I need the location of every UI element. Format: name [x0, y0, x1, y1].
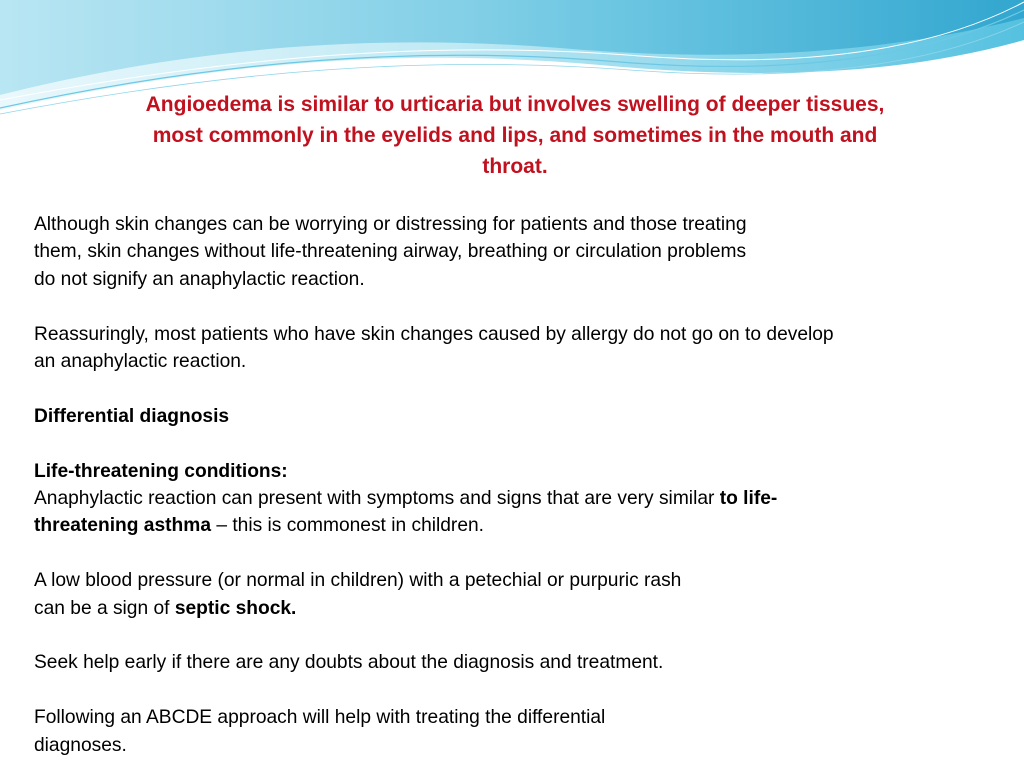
paragraph-line: Seek help early if there are any doubts about the diagnosis and treatment.: [34, 652, 664, 674]
bold-run: threatening asthma: [34, 515, 211, 537]
heading-line: most commonly in the eyelids and lips, and sometimes in the mouth and: [152, 124, 878, 147]
paragraph-line: Reassuringly, most patients who have skin changes caused by allergy do not go on to develop: [34, 323, 834, 345]
paragraph-line: Although skin changes can be worrying or distressing for patients and those treating: [34, 214, 747, 235]
paragraph-line: [34, 595, 1009, 622]
paragraph-line: them, skin changes without life-threatening airway, breathing or circulation problems: [34, 241, 747, 263]
bold-run: septic shock.: [174, 597, 297, 619]
paragraph-line: an anaphylactic reaction.: [34, 351, 247, 373]
paragraph-line: A low blood pressure (or normal in children) with a petechial or purpuric rash: [34, 570, 682, 592]
section-heading-life-threatening: Life-threatening conditions:: [34, 460, 288, 482]
text-run: – this is commonest in children.: [211, 515, 485, 537]
paragraph-line: [34, 512, 1009, 539]
section-heading-differential-diagnosis: Differential diagnosis: [34, 405, 230, 427]
heading-angioedema: [40, 89, 990, 182]
paragraph-line: [34, 485, 1009, 512]
paragraph-line: Following an ABCDE approach will help with treating the differential: [34, 707, 606, 729]
text-run: Anaphylactic reaction can present with symptoms and signs that are very similar: [34, 488, 720, 510]
paragraph-line: diagnoses.: [34, 734, 127, 756]
text-run: can be a sign of: [34, 597, 175, 619]
paragraph-line: do not signify an anaphylactic reaction.: [34, 268, 365, 290]
heading-line: Angioedema is similar to urticaria but involves swelling of deeper tissues,: [145, 93, 885, 116]
heading-line: throat.: [482, 155, 548, 178]
bold-run: to life-: [719, 488, 778, 510]
body-text: [34, 211, 1009, 759]
